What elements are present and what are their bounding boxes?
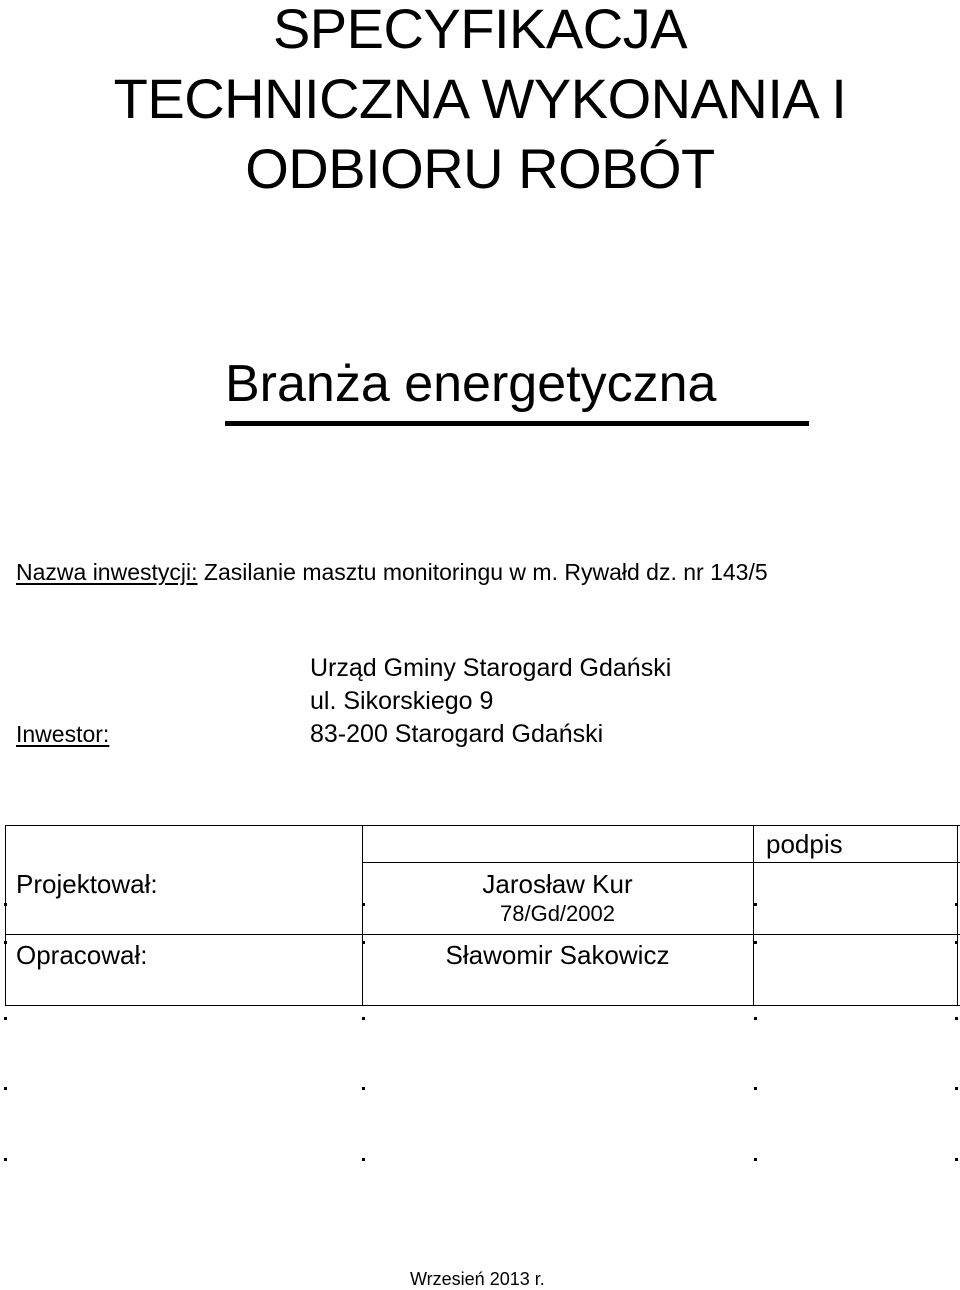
investor-address-line-2: ul. Sikorskiego 9 xyxy=(310,687,494,715)
dot xyxy=(754,941,757,944)
footer-date: Wrzesień 2013 r. xyxy=(410,1269,545,1289)
author-name: Sławomir Sakowicz xyxy=(445,940,670,970)
table-vline-left xyxy=(5,825,6,1005)
author-role: Opracował: xyxy=(16,940,148,970)
signature-header: podpis xyxy=(766,829,843,859)
dot xyxy=(754,1158,757,1161)
dot xyxy=(955,1087,958,1090)
title-line-2: TECHNICZNA WYKONANIA I xyxy=(113,67,847,130)
dot xyxy=(955,1017,958,1020)
dot xyxy=(754,1087,757,1090)
title-line-1: SPECYFIKACJA xyxy=(272,0,688,60)
dot xyxy=(754,903,757,906)
dot xyxy=(362,1087,365,1090)
title-line-3: ODBIORU ROBÓT xyxy=(245,137,715,200)
dot xyxy=(362,941,365,944)
dot xyxy=(4,1087,7,1090)
table-vline-right xyxy=(957,825,958,1005)
table-header-line xyxy=(362,862,960,863)
designer-license: 78/Gd/2002 xyxy=(500,901,615,926)
dot xyxy=(4,903,7,906)
dot xyxy=(4,1017,7,1020)
dot xyxy=(362,1017,365,1020)
dot xyxy=(362,1158,365,1161)
designer-name: Jarosław Kur xyxy=(482,869,633,899)
dot xyxy=(955,1158,958,1161)
dot xyxy=(754,1017,757,1020)
investor-label: Inwestor: xyxy=(16,721,110,747)
dot xyxy=(955,903,958,906)
table-bottom-border xyxy=(5,1005,960,1006)
investor-address-line-3: 83-200 Starogard Gdański xyxy=(310,720,604,748)
branch-title: Branża energetyczna xyxy=(225,355,717,413)
investment-row xyxy=(16,558,768,586)
table-row-divider xyxy=(5,934,960,935)
investor-address-line-1: Urząd Gminy Starogard Gdański xyxy=(310,654,672,682)
designer-role: Projektował: xyxy=(16,869,158,899)
branch-underline xyxy=(225,421,809,426)
dot xyxy=(362,903,365,906)
dot xyxy=(955,941,958,944)
investment-label: Nazwa inwestycji: xyxy=(16,559,198,585)
dot xyxy=(4,941,7,944)
investment-value: Zasilanie masztu monitoringu w m. Rywałd dz. nr 143/5 xyxy=(203,559,768,585)
table-top-border xyxy=(5,825,960,826)
table-vline-3 xyxy=(753,825,754,1005)
dot xyxy=(4,1158,7,1161)
